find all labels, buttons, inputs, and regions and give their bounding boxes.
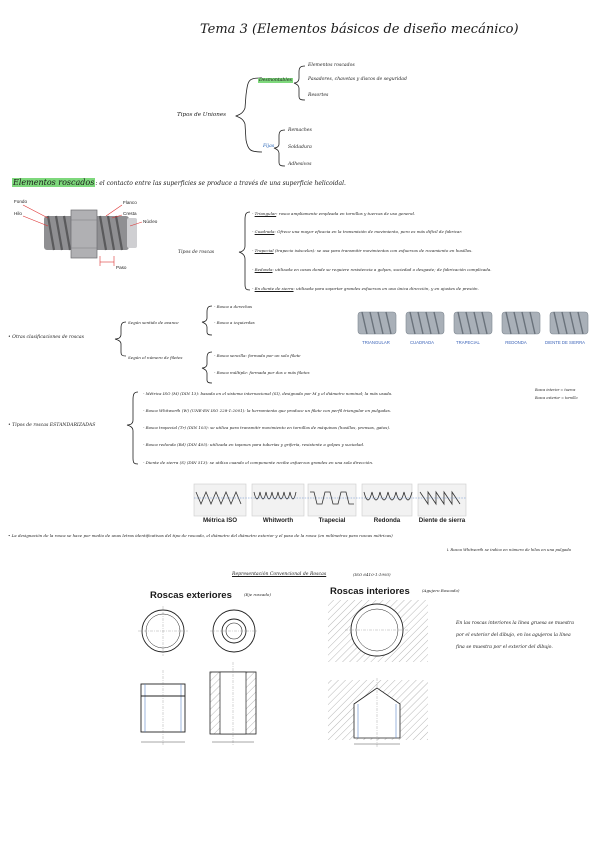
- estandar-side-note: Rosca interior = tuerca: [535, 388, 576, 392]
- rosca-tipo-row: - En diente de sierra: utilizada para soportar grandes esfuerzos en una única dirección, y en ajustes de presión.: [252, 286, 479, 291]
- profile-label: Whitworth: [262, 517, 294, 524]
- tree-desmontables-item: Elementos roscados: [308, 63, 355, 68]
- bolt-label-hilo: Hilo: [14, 211, 22, 216]
- bolt-label-fondo: Fondo: [14, 199, 28, 204]
- tree-fijas-item: Remaches: [288, 128, 312, 133]
- bolt-label-cresta: Cresta: [123, 211, 137, 216]
- estandar-item: - Rosca trapecial (Tr) (DIN 103): se utiliza para transmitir movimiento en tornillos de máquinas (husillos, prensas, gatos).: [143, 425, 391, 430]
- roscados-heading: Elementos roscados: [13, 178, 95, 187]
- otras-sentido-item: - Rosca a derechas: [214, 304, 253, 309]
- rosca-tipo-row: - Triangular: rosca ampliamente empleada en tornillos y tuercas de uso general.: [252, 211, 416, 216]
- bolt-label-paso: Paso: [116, 265, 127, 270]
- otras-sentido: Según sentido de avance: [128, 320, 179, 325]
- otras-filetes-item: - Rosca múltiple: formada por dos o más filetes: [214, 370, 310, 375]
- representacion-norm: (ISO 6410-1:1993): [353, 572, 391, 577]
- tree-desmontables: Desmontables: [259, 78, 292, 83]
- tree-root: Tipos de Uniones: [177, 112, 227, 118]
- estandar-item: - Métrica ISO (M) (DIN 13): basada en el sistema internacional (SI), designada por M y el diámetro nominal; la más usada.: [143, 391, 393, 396]
- rosca-tipo-row: - Redonda: utilizada en casos donde se requiere resistencia a golpes, suciedad o desgaste; de fabricación complicada.: [252, 267, 492, 272]
- tree-fijas-item: Adhesivos: [288, 162, 312, 167]
- otras-label: • Otras clasificaciones de roscas: [8, 335, 84, 340]
- tree-fijas: Fijas: [263, 144, 275, 149]
- bolt-label-nucleo: Núcleo: [143, 219, 158, 224]
- rosca-tipo-row: - Trapecial (trapecio isósceles): se usa para transmitir movimientos con esfuerzos de rozamiento en husillos.: [252, 248, 473, 253]
- otras-filetes-item: - Rosca sencilla: formada por un solo filete: [214, 353, 301, 358]
- thumb-label: REDONDA: [505, 340, 527, 345]
- bolt-label-flanco: Flanco: [123, 200, 137, 205]
- roscas-label: Tipos de roscas: [178, 250, 215, 255]
- otras-filetes: Según el número de filetes: [128, 355, 183, 360]
- estandar-side-note: Rosca exterior = tornillo: [535, 396, 578, 400]
- roscados-definition: : el contacto entre las superficies se produce a través de una superficie helicoidal.: [95, 180, 346, 187]
- otras-sentido-item: - Rosca a izquierdas: [214, 320, 255, 325]
- roscas-exteriores-title: Roscas exteriores: [150, 590, 232, 601]
- tree-desmontables-item: Resortes: [308, 93, 329, 98]
- designation-note: ↳ Rosca Whitworth se indica en número de hilos en una pulgada: [446, 547, 571, 552]
- roscas-exteriores-note: (Eje roscado): [244, 592, 271, 597]
- page-title: Tema 3 (Elementos básicos de diseño mecánico): [200, 22, 519, 37]
- thumb-label: CUADRADA: [409, 340, 435, 345]
- representacion-heading: Representación Convencional de Roscas: [232, 572, 327, 577]
- profile-label: Redonda: [373, 517, 401, 524]
- profile-label: Diente de sierra: [418, 517, 466, 524]
- rosca-tipo-row: - Cuadrada: Ofrece una mayor eficacia en la transmisión de movimiento, pero es más difícil de fabricar.: [252, 229, 463, 234]
- estandar-item: - Rosca Whitworth (W) (UNE-EN ISO 228-1:2001): la herramienta que produce un filete con perfil triangular en pulgadas.: [143, 408, 392, 413]
- thumb-label: TRIANGULAR: [362, 340, 390, 345]
- tree-desmontables-item: Pasadores, chavetas y discos de seguridad: [308, 77, 407, 82]
- roscas-interiores-note: (Agujero Roscado): [422, 588, 460, 593]
- profile-label: Métrica ISO: [202, 517, 238, 524]
- estandar-label: • Tipos de roscas ESTANDARIZADAS: [8, 423, 96, 428]
- thumb-label: DIENTE DE SIERRA: [544, 340, 586, 345]
- thumb-label: TRAPECIAL: [456, 340, 480, 345]
- estandar-item: - Diente de sierra (S) (DIN 513): se utiliza cuando el componente recibe esfuerzos grandes en una sola dirección.: [143, 460, 374, 465]
- estandar-item: - Rosca redonda (Rd) (DIN 405): utilizada en tapones para tuberías y grifería, resistente a golpes y suciedad.: [143, 442, 365, 447]
- roscas-interiores-title: Roscas interiores: [330, 586, 410, 597]
- tree-fijas-item: Soldadura: [288, 145, 312, 150]
- designation-text: • La designación de la rosca se hace por medio de unas letras identificativas del tipo de roscado, el diámetro del diámetro exterior y el paso de la rosca (en milímetros para roscas métricas): [8, 533, 393, 538]
- representacion-side-text: En las roscas interiores la línea gruesa se muestra por el exterior del dibujo, en los agujeros la línea fina se muestra por el exterior del dibujo.: [456, 621, 574, 650]
- profile-label: Trapecial: [318, 517, 346, 524]
